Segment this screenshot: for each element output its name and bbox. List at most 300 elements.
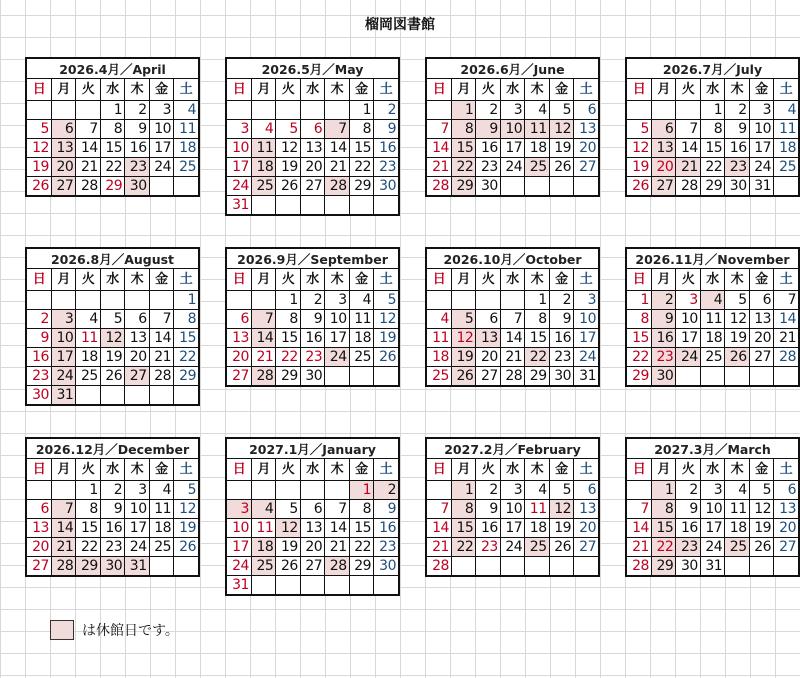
day-cell: 22 — [174, 348, 198, 367]
day-cell: 14 — [325, 519, 349, 538]
closed-day-cell: 12 — [451, 329, 475, 348]
day-cell: 4 — [251, 120, 275, 139]
day-cell: 16 — [374, 139, 398, 158]
day-cell: 30 — [549, 367, 573, 386]
weekday-header: 水 — [500, 459, 524, 481]
closed-day-cell: 15 — [451, 139, 475, 158]
day-cell: 9 — [100, 500, 124, 519]
day-cell: 20 — [574, 139, 598, 158]
closed-day-cell: 23 — [125, 158, 149, 177]
day-cell: 13 — [749, 310, 773, 329]
day-cell: 24 — [500, 158, 524, 177]
empty-cell — [51, 101, 75, 120]
day-cell: 19 — [627, 158, 651, 177]
empty-cell — [700, 367, 724, 386]
day-cell: 20 — [27, 538, 51, 557]
closed-day-cell: 21 — [676, 158, 700, 177]
month-calendar — [225, 247, 400, 387]
day-cell: 14 — [325, 139, 349, 158]
day-cell: 18 — [525, 139, 549, 158]
closed-day-cell: 3 — [227, 500, 251, 519]
day-cell: 18 — [700, 329, 724, 348]
closed-day-cell: 27 — [51, 177, 75, 196]
closed-day-cell: 29 — [451, 177, 475, 196]
day-cell: 17 — [500, 139, 524, 158]
weekday-header: 金 — [149, 79, 173, 101]
closed-day-cell: 11 — [251, 139, 275, 158]
day-cell: 20 — [476, 348, 500, 367]
weekday-header: 土 — [374, 459, 398, 481]
day-cell: 4 — [774, 101, 798, 120]
day-cell: 14 — [676, 139, 700, 158]
closed-day-cell: 18 — [251, 538, 275, 557]
month-title: 2026.10月／October — [427, 249, 598, 269]
weekday-header: 月 — [251, 269, 275, 291]
weekday-header: 土 — [174, 269, 198, 291]
day-cell: 6 — [27, 500, 51, 519]
closed-day-cell: 14 — [51, 519, 75, 538]
day-cell: 23 — [300, 348, 324, 367]
closed-day-cell: 25 — [251, 557, 275, 576]
weekday-header: 日 — [227, 269, 251, 291]
day-cell: 8 — [349, 120, 373, 139]
month-title: 2026.11月／November — [627, 249, 798, 269]
month-title: 2026.8月／August — [27, 249, 198, 269]
closed-day-cell: 6 — [51, 120, 75, 139]
weekday-header: 日 — [27, 459, 51, 481]
day-cell: 16 — [476, 139, 500, 158]
day-cell: 9 — [300, 310, 324, 329]
closed-day-cell: 25 — [525, 538, 549, 557]
day-cell: 29 — [525, 367, 549, 386]
day-cell: 1 — [174, 291, 198, 310]
day-cell: 12 — [725, 310, 749, 329]
day-cell: 17 — [227, 538, 251, 557]
day-cell: 6 — [476, 310, 500, 329]
day-cell: 2 — [476, 481, 500, 500]
month-title: 2027.2月／February — [427, 439, 598, 459]
closed-day-cell: 27 — [651, 177, 675, 196]
weekday-header: 金 — [149, 269, 173, 291]
weekday-header: 木 — [325, 459, 349, 481]
weekday-header: 火 — [476, 79, 500, 101]
closed-day-cell: 14 — [251, 329, 275, 348]
day-cell: 2 — [549, 291, 573, 310]
weekday-header: 火 — [276, 79, 300, 101]
weekday-header: 土 — [374, 79, 398, 101]
empty-cell — [76, 291, 100, 310]
closed-day-cell: 9 — [476, 120, 500, 139]
day-cell: 17 — [325, 329, 349, 348]
day-cell: 3 — [749, 101, 773, 120]
month-calendar — [625, 57, 800, 197]
day-cell: 31 — [749, 177, 773, 196]
closed-day-cell: 1 — [451, 101, 475, 120]
closed-day-cell: 1 — [451, 481, 475, 500]
month-title: 2026.12月／December — [27, 439, 198, 459]
day-cell: 13 — [227, 329, 251, 348]
day-cell: 9 — [374, 120, 398, 139]
weekday-header: 月 — [51, 459, 75, 481]
day-cell: 19 — [276, 538, 300, 557]
day-cell: 7 — [676, 120, 700, 139]
day-cell: 3 — [125, 481, 149, 500]
closed-day-cell: 24 — [51, 367, 75, 386]
day-cell: 3 — [500, 481, 524, 500]
empty-cell — [476, 291, 500, 310]
day-cell: 17 — [227, 158, 251, 177]
weekday-header: 水 — [100, 269, 124, 291]
weekday-header: 火 — [276, 269, 300, 291]
day-cell: 4 — [427, 310, 451, 329]
weekday-header: 水 — [500, 79, 524, 101]
day-cell: 16 — [374, 519, 398, 538]
closed-day-cell: 15 — [651, 519, 675, 538]
day-cell: 10 — [125, 500, 149, 519]
day-cell: 27 — [749, 348, 773, 367]
month-title: 2026.6月／June — [427, 59, 598, 79]
day-cell: 18 — [349, 329, 373, 348]
empty-cell — [174, 557, 198, 576]
day-cell: 3 — [227, 120, 251, 139]
day-cell: 16 — [549, 329, 573, 348]
day-cell: 22 — [349, 158, 373, 177]
day-cell: 5 — [27, 120, 51, 139]
empty-cell — [227, 291, 251, 310]
weekday-header: 木 — [325, 269, 349, 291]
empty-cell — [725, 367, 749, 386]
day-cell: 30 — [27, 386, 51, 405]
day-cell: 23 — [100, 538, 124, 557]
day-cell: 4 — [525, 101, 549, 120]
weekday-header: 木 — [325, 79, 349, 101]
closed-day-cell: 25 — [251, 177, 275, 196]
day-cell: 10 — [700, 500, 724, 519]
day-cell: 9 — [676, 500, 700, 519]
weekday-header: 日 — [427, 459, 451, 481]
empty-cell — [476, 557, 500, 576]
closed-day-cell: 18 — [251, 158, 275, 177]
day-cell: 13 — [574, 120, 598, 139]
empty-cell — [149, 177, 173, 196]
day-cell: 21 — [251, 348, 275, 367]
empty-cell — [174, 177, 198, 196]
weekday-header: 金 — [349, 79, 373, 101]
day-cell: 26 — [174, 538, 198, 557]
day-cell: 16 — [725, 139, 749, 158]
day-cell: 5 — [276, 500, 300, 519]
day-cell: 14 — [427, 519, 451, 538]
day-cell: 12 — [749, 500, 773, 519]
day-cell: 28 — [149, 367, 173, 386]
day-cell: 8 — [349, 500, 373, 519]
day-cell: 10 — [574, 310, 598, 329]
empty-cell — [325, 481, 349, 500]
weekday-header: 金 — [549, 79, 573, 101]
month-calendar — [225, 57, 400, 216]
closed-day-cell: 4 — [700, 291, 724, 310]
empty-cell — [349, 576, 373, 595]
day-cell: 14 — [627, 519, 651, 538]
day-cell: 6 — [574, 101, 598, 120]
weekday-header: 日 — [227, 459, 251, 481]
day-cell: 6 — [125, 310, 149, 329]
day-cell: 25 — [700, 348, 724, 367]
weekday-header: 金 — [549, 459, 573, 481]
day-cell: 15 — [700, 139, 724, 158]
closed-day-cell: 1 — [349, 481, 373, 500]
closed-day-cell: 28 — [51, 557, 75, 576]
month-title: 2026.7月／July — [627, 59, 798, 79]
weekday-header: 日 — [627, 79, 651, 101]
weekday-header: 金 — [149, 459, 173, 481]
weekday-header: 月 — [651, 459, 675, 481]
closed-day-cell: 22 — [451, 158, 475, 177]
day-cell: 25 — [76, 367, 100, 386]
closed-day-cell: 20 — [51, 158, 75, 177]
closed-day-cell: 20 — [651, 158, 675, 177]
closed-day-cell: 15 — [451, 519, 475, 538]
day-cell: 2 — [676, 481, 700, 500]
closed-day-cell: 23 — [725, 158, 749, 177]
empty-cell — [251, 101, 275, 120]
page-title: 榴岡図書館 — [365, 17, 435, 33]
weekday-header: 月 — [451, 459, 475, 481]
day-cell: 31 — [227, 196, 251, 215]
month-calendar — [25, 437, 200, 577]
day-cell: 26 — [749, 538, 773, 557]
closed-day-cell: 4 — [251, 500, 275, 519]
day-cell: 19 — [27, 158, 51, 177]
day-cell: 5 — [549, 101, 573, 120]
empty-cell — [227, 101, 251, 120]
day-cell: 1 — [100, 101, 124, 120]
empty-cell — [325, 101, 349, 120]
day-cell: 29 — [700, 177, 724, 196]
day-cell: 12 — [374, 310, 398, 329]
day-cell: 21 — [627, 538, 651, 557]
day-cell: 27 — [574, 158, 598, 177]
weekday-header: 土 — [174, 79, 198, 101]
day-cell: 21 — [774, 329, 798, 348]
day-cell: 30 — [374, 177, 398, 196]
weekday-header: 火 — [676, 459, 700, 481]
day-cell: 13 — [774, 500, 798, 519]
day-cell: 14 — [427, 139, 451, 158]
day-cell: 4 — [149, 481, 173, 500]
day-cell: 28 — [774, 348, 798, 367]
day-cell: 2 — [300, 291, 324, 310]
day-cell: 28 — [627, 557, 651, 576]
weekday-header: 火 — [76, 79, 100, 101]
weekday-header: 水 — [100, 459, 124, 481]
closed-day-cell: 28 — [325, 557, 349, 576]
day-cell: 26 — [276, 557, 300, 576]
day-cell: 11 — [76, 329, 100, 348]
closed-day-cell: 30 — [100, 557, 124, 576]
day-cell: 7 — [500, 310, 524, 329]
day-cell: 30 — [725, 177, 749, 196]
month-title: 2026.4月／April — [27, 59, 198, 79]
empty-cell — [300, 196, 324, 215]
day-cell: 2 — [27, 310, 51, 329]
closed-day-cell: 8 — [451, 120, 475, 139]
day-cell: 5 — [174, 481, 198, 500]
day-cell: 9 — [125, 120, 149, 139]
empty-cell — [251, 196, 275, 215]
day-cell: 18 — [174, 139, 198, 158]
month-calendar — [625, 437, 800, 577]
day-cell: 26 — [374, 348, 398, 367]
day-cell: 11 — [149, 500, 173, 519]
weekday-header: 火 — [76, 459, 100, 481]
weekday-header: 木 — [525, 459, 549, 481]
day-cell: 23 — [27, 367, 51, 386]
closed-day-cell: 8 — [651, 500, 675, 519]
empty-cell — [627, 101, 651, 120]
closed-day-cell: 9 — [651, 310, 675, 329]
weekday-header: 火 — [476, 459, 500, 481]
weekday-header: 土 — [774, 269, 798, 291]
empty-cell — [325, 367, 349, 386]
weekday-header: 火 — [76, 269, 100, 291]
day-cell: 24 — [749, 158, 773, 177]
day-cell: 20 — [300, 538, 324, 557]
weekday-header: 木 — [525, 79, 549, 101]
empty-cell — [349, 196, 373, 215]
day-cell: 22 — [100, 158, 124, 177]
day-cell: 16 — [100, 519, 124, 538]
empty-cell — [374, 196, 398, 215]
empty-cell — [51, 481, 75, 500]
empty-cell — [427, 481, 451, 500]
day-cell: 10 — [227, 139, 251, 158]
empty-cell — [227, 481, 251, 500]
day-cell: 23 — [476, 538, 500, 557]
day-cell: 26 — [627, 177, 651, 196]
closed-day-cell: 2 — [374, 481, 398, 500]
day-cell: 26 — [549, 538, 573, 557]
empty-cell — [325, 576, 349, 595]
day-cell: 14 — [76, 139, 100, 158]
day-cell: 24 — [700, 538, 724, 557]
weekday-header: 水 — [700, 269, 724, 291]
closed-day-cell: 7 — [251, 310, 275, 329]
month-calendar — [625, 247, 800, 387]
weekday-header: 金 — [549, 269, 573, 291]
weekday-header: 木 — [725, 269, 749, 291]
day-cell: 23 — [374, 158, 398, 177]
empty-cell — [374, 576, 398, 595]
weekday-header: 月 — [51, 269, 75, 291]
day-cell: 23 — [549, 348, 573, 367]
day-cell: 6 — [300, 500, 324, 519]
day-cell: 28 — [427, 557, 451, 576]
empty-cell — [774, 367, 798, 386]
day-cell: 25 — [427, 367, 451, 386]
weekday-header: 水 — [500, 269, 524, 291]
day-cell: 15 — [349, 519, 373, 538]
closed-day-cell: 28 — [325, 177, 349, 196]
empty-cell — [27, 291, 51, 310]
day-cell: 29 — [100, 177, 124, 196]
weekday-header: 水 — [300, 269, 324, 291]
empty-cell — [725, 557, 749, 576]
closed-day-cell: 6 — [651, 120, 675, 139]
weekday-header: 日 — [27, 79, 51, 101]
day-cell: 17 — [149, 139, 173, 158]
day-cell: 24 — [149, 158, 173, 177]
weekday-header: 火 — [476, 269, 500, 291]
month-calendar — [425, 247, 600, 387]
day-cell: 12 — [174, 500, 198, 519]
empty-cell — [100, 386, 124, 405]
day-cell: 19 — [549, 519, 573, 538]
empty-cell — [276, 576, 300, 595]
day-cell: 9 — [374, 500, 398, 519]
weekday-header: 木 — [725, 459, 749, 481]
empty-cell — [27, 101, 51, 120]
day-cell: 21 — [427, 538, 451, 557]
weekday-header: 木 — [725, 79, 749, 101]
month-title: 2027.1月／January — [227, 439, 398, 459]
day-cell: 28 — [500, 367, 524, 386]
day-cell: 27 — [27, 557, 51, 576]
day-cell: 25 — [774, 158, 798, 177]
day-cell: 2 — [725, 101, 749, 120]
empty-cell — [125, 291, 149, 310]
day-cell: 5 — [100, 310, 124, 329]
day-cell: 24 — [227, 177, 251, 196]
empty-cell — [251, 291, 275, 310]
closed-day-cell: 21 — [51, 538, 75, 557]
closed-day-cell: 22 — [451, 538, 475, 557]
day-cell: 9 — [27, 329, 51, 348]
day-cell: 28 — [76, 177, 100, 196]
day-cell: 26 — [549, 158, 573, 177]
day-cell: 10 — [749, 120, 773, 139]
weekday-header: 土 — [774, 79, 798, 101]
day-cell: 27 — [774, 538, 798, 557]
empty-cell — [149, 557, 173, 576]
weekday-header: 土 — [574, 269, 598, 291]
day-cell: 13 — [300, 519, 324, 538]
month-calendar — [425, 437, 600, 577]
day-cell: 30 — [676, 557, 700, 576]
closed-day-cell: 28 — [251, 367, 275, 386]
legend-text: は休館日です。 — [82, 623, 179, 639]
day-cell: 19 — [549, 139, 573, 158]
day-cell: 19 — [276, 158, 300, 177]
empty-cell — [451, 557, 475, 576]
weekday-header: 火 — [676, 79, 700, 101]
day-cell: 8 — [525, 310, 549, 329]
empty-cell — [300, 576, 324, 595]
day-cell: 3 — [676, 291, 700, 310]
day-cell: 29 — [627, 367, 651, 386]
day-cell: 12 — [27, 139, 51, 158]
day-cell: 8 — [276, 310, 300, 329]
weekday-header: 水 — [300, 79, 324, 101]
empty-cell — [27, 481, 51, 500]
day-cell: 3 — [700, 481, 724, 500]
day-cell: 14 — [500, 329, 524, 348]
day-cell: 7 — [325, 500, 349, 519]
day-cell: 19 — [100, 348, 124, 367]
day-cell: 31 — [700, 557, 724, 576]
closed-day-cell: 17 — [51, 348, 75, 367]
closed-day-cell: 26 — [725, 348, 749, 367]
